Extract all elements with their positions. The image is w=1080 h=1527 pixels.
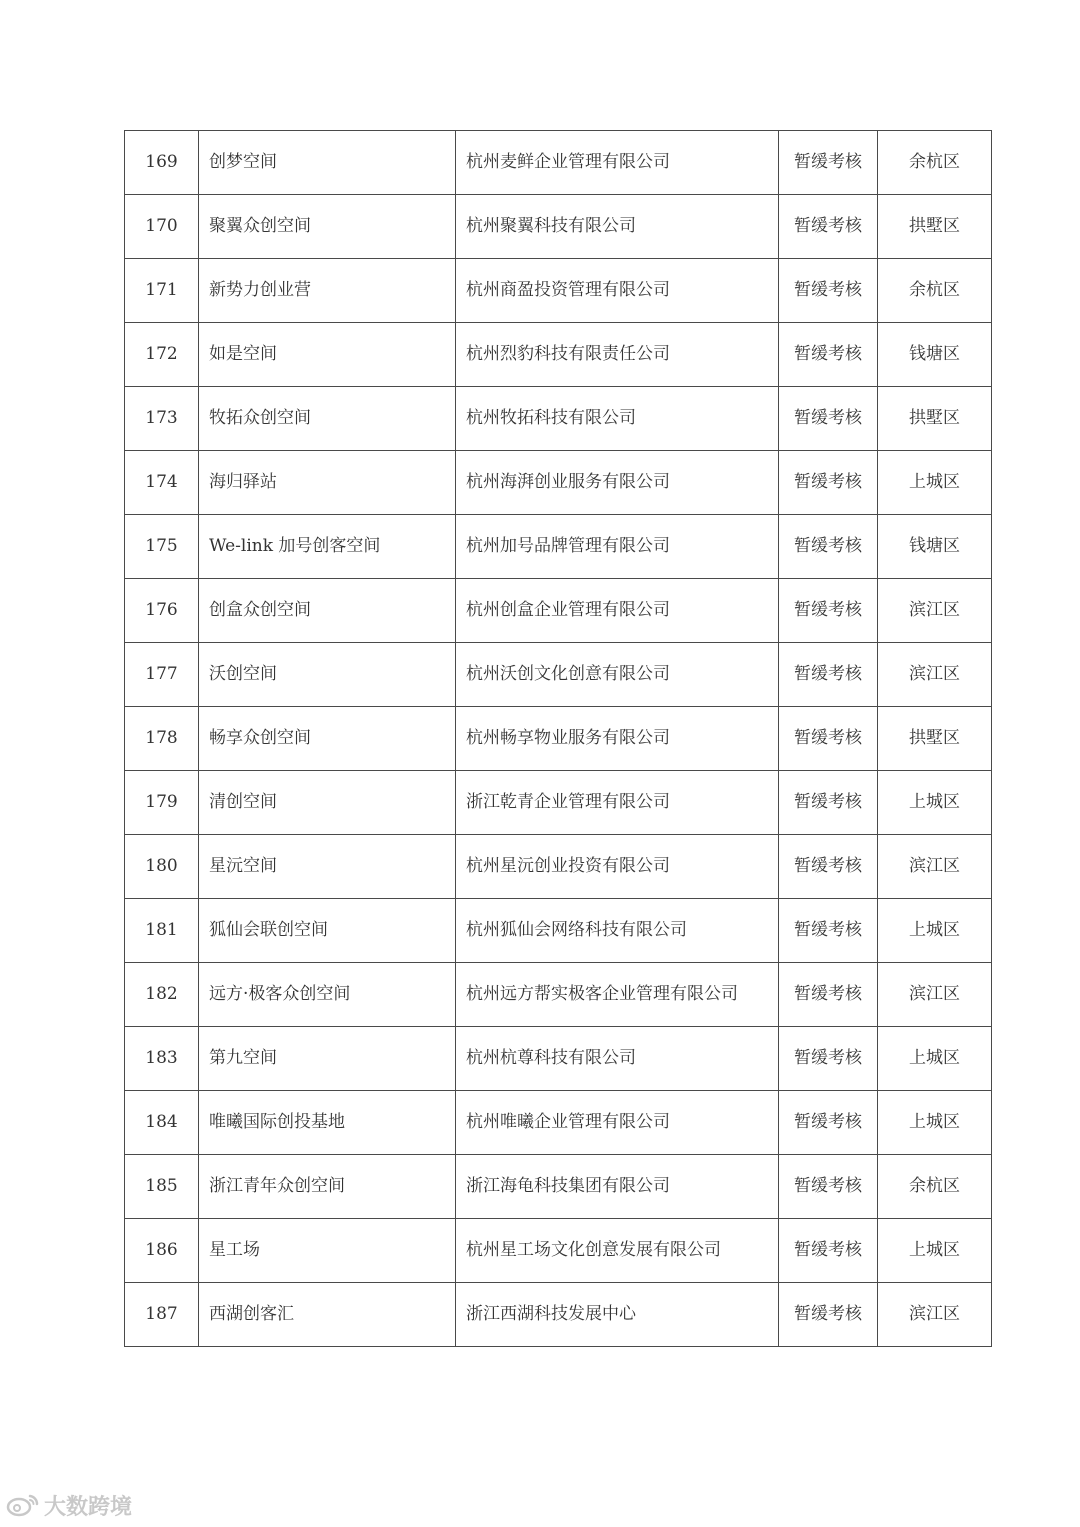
table-row (125, 643, 992, 707)
cell-number: 178 (125, 707, 199, 771)
table-row (125, 899, 992, 963)
cell-number: 172 (125, 323, 199, 387)
cell-status: 暂缓考核 (779, 323, 878, 387)
cell-number: 180 (125, 835, 199, 899)
cell-number: 183 (125, 1027, 199, 1091)
cell-operator: 杭州麦鲜企业管理有限公司 (456, 131, 779, 195)
cell-status: 暂缓考核 (779, 1283, 878, 1347)
cell-number: 182 (125, 963, 199, 1027)
table-row (125, 963, 992, 1027)
cell-space-name: 星沅空间 (199, 835, 456, 899)
cell-space-name: 新势力创业营 (199, 259, 456, 323)
cell-district: 滨江区 (878, 643, 992, 707)
cell-district: 上城区 (878, 1219, 992, 1283)
cell-operator: 杭州牧拓科技有限公司 (456, 387, 779, 451)
cell-operator: 杭州烈豹科技有限责任公司 (456, 323, 779, 387)
cell-number: 173 (125, 387, 199, 451)
cell-district: 滨江区 (878, 835, 992, 899)
cell-number: 170 (125, 195, 199, 259)
cell-status: 暂缓考核 (779, 1091, 878, 1155)
cell-district: 余杭区 (878, 131, 992, 195)
cell-operator: 浙江乾青企业管理有限公司 (456, 771, 779, 835)
cell-district: 上城区 (878, 771, 992, 835)
cell-space-name: 远方·极客众创空间 (199, 963, 456, 1027)
cell-district: 余杭区 (878, 259, 992, 323)
table-row (125, 451, 992, 515)
cell-space-name: 海归驿站 (199, 451, 456, 515)
cell-operator: 杭州海湃创业服务有限公司 (456, 451, 779, 515)
watermark-text: 大数跨境 (44, 1494, 133, 1520)
cell-operator: 杭州聚翼科技有限公司 (456, 195, 779, 259)
document-table-container (124, 130, 970, 1347)
cell-number: 174 (125, 451, 199, 515)
cell-district: 余杭区 (878, 1155, 992, 1219)
table-row (125, 387, 992, 451)
cell-district: 上城区 (878, 899, 992, 963)
cell-space-name: 创盒众创空间 (199, 579, 456, 643)
cell-space-name: 畅享众创空间 (199, 707, 456, 771)
cell-space-name: 星工场 (199, 1219, 456, 1283)
cell-number: 175 (125, 515, 199, 579)
table-row (125, 259, 992, 323)
cell-status: 暂缓考核 (779, 1219, 878, 1283)
cell-status: 暂缓考核 (779, 771, 878, 835)
table-row (125, 131, 992, 195)
cell-status: 暂缓考核 (779, 195, 878, 259)
cell-operator: 杭州星沅创业投资有限公司 (456, 835, 779, 899)
cell-operator: 浙江西湖科技发展中心 (456, 1283, 779, 1347)
table-row (125, 771, 992, 835)
cell-operator: 杭州创盒企业管理有限公司 (456, 579, 779, 643)
table-row (125, 1027, 992, 1091)
cell-district: 拱墅区 (878, 387, 992, 451)
cell-number: 181 (125, 899, 199, 963)
cell-number: 171 (125, 259, 199, 323)
cell-operator: 杭州杭尊科技有限公司 (456, 1027, 779, 1091)
cell-space-name: 清创空间 (199, 771, 456, 835)
cell-number: 179 (125, 771, 199, 835)
cell-status: 暂缓考核 (779, 579, 878, 643)
cell-space-name: 牧拓众创空间 (199, 387, 456, 451)
cell-space-name: 沃创空间 (199, 643, 456, 707)
cell-space-name: We-link 加号创客空间 (199, 515, 456, 579)
cell-number: 176 (125, 579, 199, 643)
cell-status: 暂缓考核 (779, 707, 878, 771)
cell-status: 暂缓考核 (779, 131, 878, 195)
table-row (125, 515, 992, 579)
cell-space-name: 唯曦国际创投基地 (199, 1091, 456, 1155)
table-body (125, 131, 992, 1347)
cell-district: 上城区 (878, 1091, 992, 1155)
cell-space-name: 创梦空间 (199, 131, 456, 195)
cell-operator: 杭州星工场文化创意发展有限公司 (456, 1219, 779, 1283)
cell-number: 185 (125, 1155, 199, 1219)
cell-number: 186 (125, 1219, 199, 1283)
table-row (125, 323, 992, 387)
cell-number: 177 (125, 643, 199, 707)
cell-space-name: 狐仙会联创空间 (199, 899, 456, 963)
cell-district: 拱墅区 (878, 195, 992, 259)
cell-status: 暂缓考核 (779, 515, 878, 579)
weibo-logo-icon (6, 1492, 40, 1518)
cell-status: 暂缓考核 (779, 643, 878, 707)
cell-district: 拱墅区 (878, 707, 992, 771)
cell-operator: 杭州畅享物业服务有限公司 (456, 707, 779, 771)
cell-district: 滨江区 (878, 963, 992, 1027)
cell-space-name: 第九空间 (199, 1027, 456, 1091)
cell-status: 暂缓考核 (779, 259, 878, 323)
cell-number: 169 (125, 131, 199, 195)
table-row (125, 579, 992, 643)
cell-district: 钱塘区 (878, 515, 992, 579)
cell-status: 暂缓考核 (779, 1155, 878, 1219)
cell-number: 184 (125, 1091, 199, 1155)
cell-operator: 杭州商盈投资管理有限公司 (456, 259, 779, 323)
table-row (125, 707, 992, 771)
cell-operator: 浙江海龟科技集团有限公司 (456, 1155, 779, 1219)
cell-status: 暂缓考核 (779, 1027, 878, 1091)
table-row (125, 1283, 992, 1347)
cell-number: 187 (125, 1283, 199, 1347)
cell-district: 上城区 (878, 1027, 992, 1091)
table-row (125, 1155, 992, 1219)
table-row (125, 195, 992, 259)
watermark (6, 1490, 132, 1520)
cell-operator: 杭州远方帮实极客企业管理有限公司 (456, 963, 779, 1027)
table-row (125, 1219, 992, 1283)
cell-district: 钱塘区 (878, 323, 992, 387)
cell-operator: 杭州狐仙会网络科技有限公司 (456, 899, 779, 963)
space-list-table (124, 130, 992, 1347)
table-row (125, 1091, 992, 1155)
cell-operator: 杭州沃创文化创意有限公司 (456, 643, 779, 707)
cell-operator: 杭州加号品牌管理有限公司 (456, 515, 779, 579)
cell-status: 暂缓考核 (779, 899, 878, 963)
cell-district: 上城区 (878, 451, 992, 515)
cell-status: 暂缓考核 (779, 451, 878, 515)
cell-status: 暂缓考核 (779, 835, 878, 899)
cell-space-name: 聚翼众创空间 (199, 195, 456, 259)
cell-space-name: 西湖创客汇 (199, 1283, 456, 1347)
cell-status: 暂缓考核 (779, 387, 878, 451)
table-row (125, 835, 992, 899)
cell-space-name: 如是空间 (199, 323, 456, 387)
cell-district: 滨江区 (878, 579, 992, 643)
cell-operator: 杭州唯曦企业管理有限公司 (456, 1091, 779, 1155)
cell-status: 暂缓考核 (779, 963, 878, 1027)
cell-district: 滨江区 (878, 1283, 992, 1347)
cell-space-name: 浙江青年众创空间 (199, 1155, 456, 1219)
